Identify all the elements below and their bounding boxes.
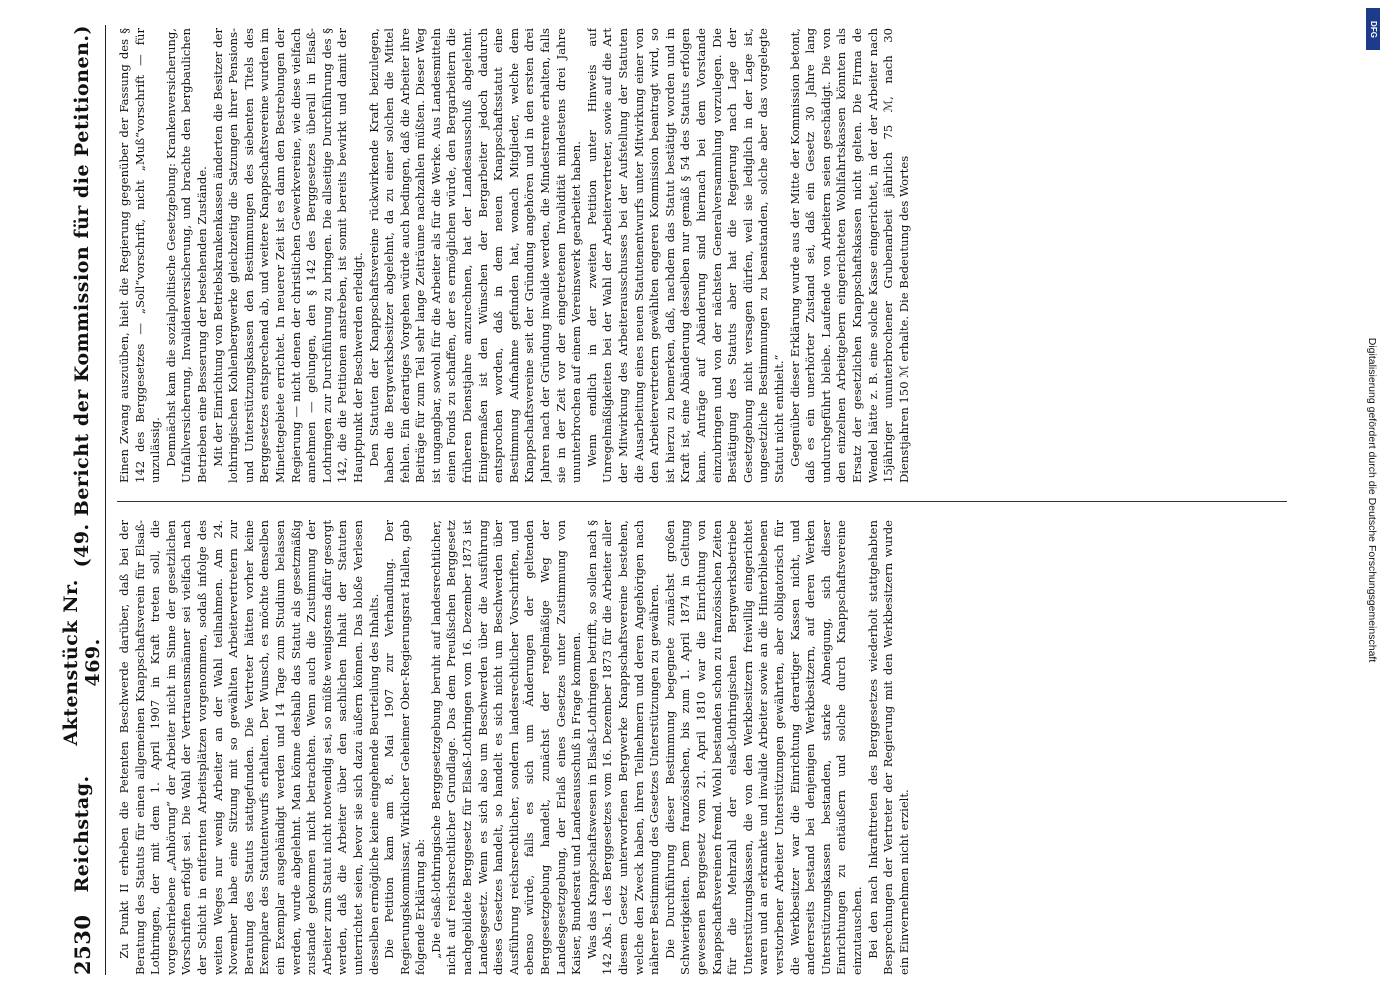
header-rule [105, 25, 106, 975]
header-left-title: Reichstag. [71, 775, 93, 893]
paragraph: „Die elsaß-lothringische Berggesetzgebung beruht auf landesrechtlicher, nicht auf reichsrechtlicher Grundlage. Das dem Preußischen Berggesetz nachgebildete Berggesetz für Elsaß-Lothringen vom 16. Dezember 1873 ist Landesgesetz. Wenn es sich also um Beschwerden über die Ausführung dieses Gesetzes handelt, so handelt es sich nicht um Beschwerden über Ausführung reichsrechtlicher, sondern landesrechtlicher Vorschriften, und ebenso würde, falls es sich um Änderungen der geltenden Berggesetzgebung handelt, zunächst der regelmäßige Weg der Landesgesetzgebung, der Erlaß eines Gesetzes unter Zustimmung von Kaiser, Bundesrat und Landesausschuß in Frage kommen. [428, 520, 584, 975]
paragraph: Bei den nach Inkrafttreten des Berggesetzes wiederholt stattgehabten Besprechungen der Vertreter der Regierung mit den Werkbesitzern wurde ein Einvernehmen nicht erzielt. [865, 520, 911, 975]
paragraph: Wenn endlich in der zweiten Petition unter Hinweis auf Unregelmäßigkeiten bei der Wahl der Arbeitervertreter, sowie auf die Art der Mitwirkung des Arbeiterausschusses bei der Aufstellung der Statuten die Ausarbeitung eines neuen Statutenentwurfs unter Mitwirkung einer von den Arbeitervertretern gewählten engeren Kommission beantragt wird, so ist hierzu zu bemerken, daß, nachdem das Statut bestätigt worden und in Kraft ist, eine Abänderung desselben nur gemäß § 54 des Statuts erfolgen kann. Anträge auf Abänderung sind hiernach bei dem Vorstande einzubringen und von der nächsten Generalversammlung vorzulegen. Die Bestätigung des Statuts aber hat die Regierung nach Lage der Gesetzgebung nicht versagen dürfen, weil sie lediglich in der Lage ist, ungesetzliche Bestimmungen zu beanstanden, solche aber das vorgelegte Statut nicht enthielt.“ [584, 28, 786, 483]
paragraph: Den Statuten der Knappschaftsvereine rückwirkende Kraft beizulegen, haben die Bergwerksbesitzer abgelehnt, da zu einer solchen die Mittel fehlen. Ein derartiges Vorgehen würde auch bedingen, daß die Arbeiter ihre Beiträge für zum Teil sehr lange Zeiträume nachzahlen müßten. Dieser Weg ist ungangbar, sowohl für die Arbeiter als für die Werke. Aus Landesmitteln einen Fonds zu schaffen, der es ermöglichen würde, den Bergarbeitern die früheren Dienstjahre anzurechnen, hat der Landesausschuß abgelehnt. Einigermaßen ist den Wünschen der Bergarbeiter jedoch dadurch entsprochen worden, daß in dem neuen Knappschaftsstatut eine Bestimmung Aufnahme gefunden hat, wonach Mitglieder, welche dem Knappschaftsvereine seit der Gründung angehören und in den ersten drei Jahren nach der Gründung invalide werden, die Mindestrente erhalten, falls sie in der Zeit vor der eingetretenen Invalidität mindestens drei Jahre ununterbrochen auf einem Vereinswerk gearbeitet haben. [366, 28, 584, 483]
column-divider [117, 501, 1287, 502]
paragraph: Gegenüber dieser Erklärung wurde aus der Mitte der Kommission betont, daß es ein unerhörter Zustand sei, daß ein Gesetz 30 Jahre lang undurchgeführt bleibe. Laufende von Arbeitern seien geschädigt. Die von den einzelnen Arbeitgebern eingerichteten Wohlfahrtskassen könnten als Ersatz der gesetzlichen Knappschaftskassen nicht gelten. Die Firma de Wendel hätte z. B. eine solche Kasse eingerichtet, in der der Arbeiter nach 15jähriger ununterbrochener Grubenarbeit jährlich 75 ℳ, nach 30 Dienstjahren 150 ℳ erhalte. Die Bedeutung des Wortes [787, 28, 911, 483]
dfg-logo [1366, 8, 1380, 50]
right-column [117, 28, 1302, 483]
paragraph: Was das Knappschaftswesen in Elsaß-Lothringen betrifft, so sollen nach § 142 Abs. 1 des Berggesetzes vom 16. Dezember 1873 für die Arbeiter aller diesem Gesetz unterworfenen Bergwerke Knappschaftsvereine bestehen, welche den Zweck haben, ihren Teilnehmern und deren Angehörigen nach näherer Bestimmung des Gesetzes Unterstützungen zu gewähren. [584, 520, 662, 975]
paragraph: Demnächst kam die sozialpolitische Gesetzgebung: Krankenversicherung, Unfallversicherung, Invalidenversicherung, und brachte den bergbaulichen Betrieben eine Besserung der bestehenden Zustände. [163, 28, 209, 483]
rotated-document [60, 25, 1305, 975]
paragraph: Einen Zwang auszuüben, hielt die Regierung gegenüber der Fassung des § 142 des Berggesetzes — „Soll“vorschrift, nicht „Muß“vorschrift — für unzulässig. [117, 28, 163, 483]
page-header [60, 25, 104, 975]
paragraph: Die Petition kam am 8. Mai 1907 zur Verhandlung. Der Regierungskommissar, Wirklicher Geheimer Ober-Regierungsrat Hallen, gab folgende Erklärung ab: [382, 520, 428, 975]
header-right-title: (49. Bericht der Kommission für die Petitionen.) [71, 25, 93, 568]
page-number: 2530 [69, 914, 95, 975]
left-column [117, 520, 1302, 975]
paragraph: Die Durchführung dieser Bestimmung begegnete zunächst großen Schwierigkeiten. Dem französischen, bis zum 1. April 1874 in Geltung gewesenen Berggesetz vom 21. April 1810 war die Einrichtung von Knappschaftsvereinen fremd. Wohl bestanden schon zu französischen Zeiten für die Mehrzahl der elsaß-lothringischen Bergwerksbetriebe Unterstützungskassen, die von den Werkbesitzern freiwillig eingerichtet waren und an erkrankte und invalide Arbeiter sowie an die Hinterbliebenen verstorbener Arbeiter Unterstützungen gewährten, aber obligatorisch für die Werkbesitzer war die Einrichtung derartiger Kassen nicht, und andererseits bestand bei denjenigen Werkbesitzern, auf deren Werken Unterstützungskassen bestanden, starke Abneigung, sich dieser Einrichtungen zu entäußern und solche durch Knappschaftsvereine einzutauschen. [662, 520, 864, 975]
paragraph: Mit der Einrichtung von Betriebskrankenkassen änderten die Besitzer der lothringischen Kohlenbergwerke gleichzeitig die Satzungen ihrer Pensions- und Unterstützungskassen den Bestimmungen des siebenten Titels des Berggesetzes entsprechend ab, und weitere Knappschaftsvereine wurden im Minettegebiete errichtet. In neuerer Zeit ist es dann den Bestrebungen der Regierung — nicht denen der christlichen Gewerkvereine, wie diese vielfach annehmen — gelungen, den § 142 des Berggesetzes überall in Elsaß-Lothringen zur Durchführung zu bringen. Die allseitige Durchführung des § 142, die die Petitionen anstreben, ist somit bereits bewirkt und damit der Hauptpunkt der Beschwerden erledigt. [210, 28, 365, 483]
dfg-logo-text: DFG [1368, 20, 1378, 38]
paragraph: Zu Punkt II erheben die Petenten Beschwerde darüber, daß bei der Beratung des Statuts für einen allgemeinen Knappschaftsverein für Elsaß-Lothringen, der mit dem 1. April 1907 in Kraft treten soll, die vorgeschriebene „Anhörung“ der Arbeiter nicht im Sinne der gesetzlichen Vorschriften erfolgt sei. Die Wahl der Vertrauensmänner sei vielfach nach der Schicht in entfernten Arbeitsplätzen vorgenommen, sodaß infolge des weiten Weges nur wenig Arbeiter an der Wahl teilnahmen. Am 24. November habe eine Sitzung mit so gewählten Arbeitervertretern zur Beratung des Statuts stattgefunden. Die Vertreter hätten vorher keine Exemplare des Statutentwurfs erhalten. Der Wunsch, es möchte denselben ein Exemplar ausgehändigt werden und 14 Tage zum Studium belassen werden, wurde abgelehnt. Man könne deshalb das Statut als gesetzmäßig zustande gekommen nicht betrachten. Wenn auch die Zustimmung der Arbeiter zum Statut nicht notwendig sei, so müßte wenigstens dafür gesorgt werden, daß die Arbeiter über den sachlichen Inhalt der Statuten unterrichtet seien, bevor sie sich dazu äußern können. Das bloße Verlesen desselben ermögliche keine eingehende Beurteilung des Inhalts. [117, 520, 381, 975]
header-center-title: Aktenstück Nr. 469. [60, 579, 104, 746]
digitization-note-text: Digitalisierung gefördert durch die Deutsche Forschungsgemeinschaft [1366, 337, 1378, 663]
